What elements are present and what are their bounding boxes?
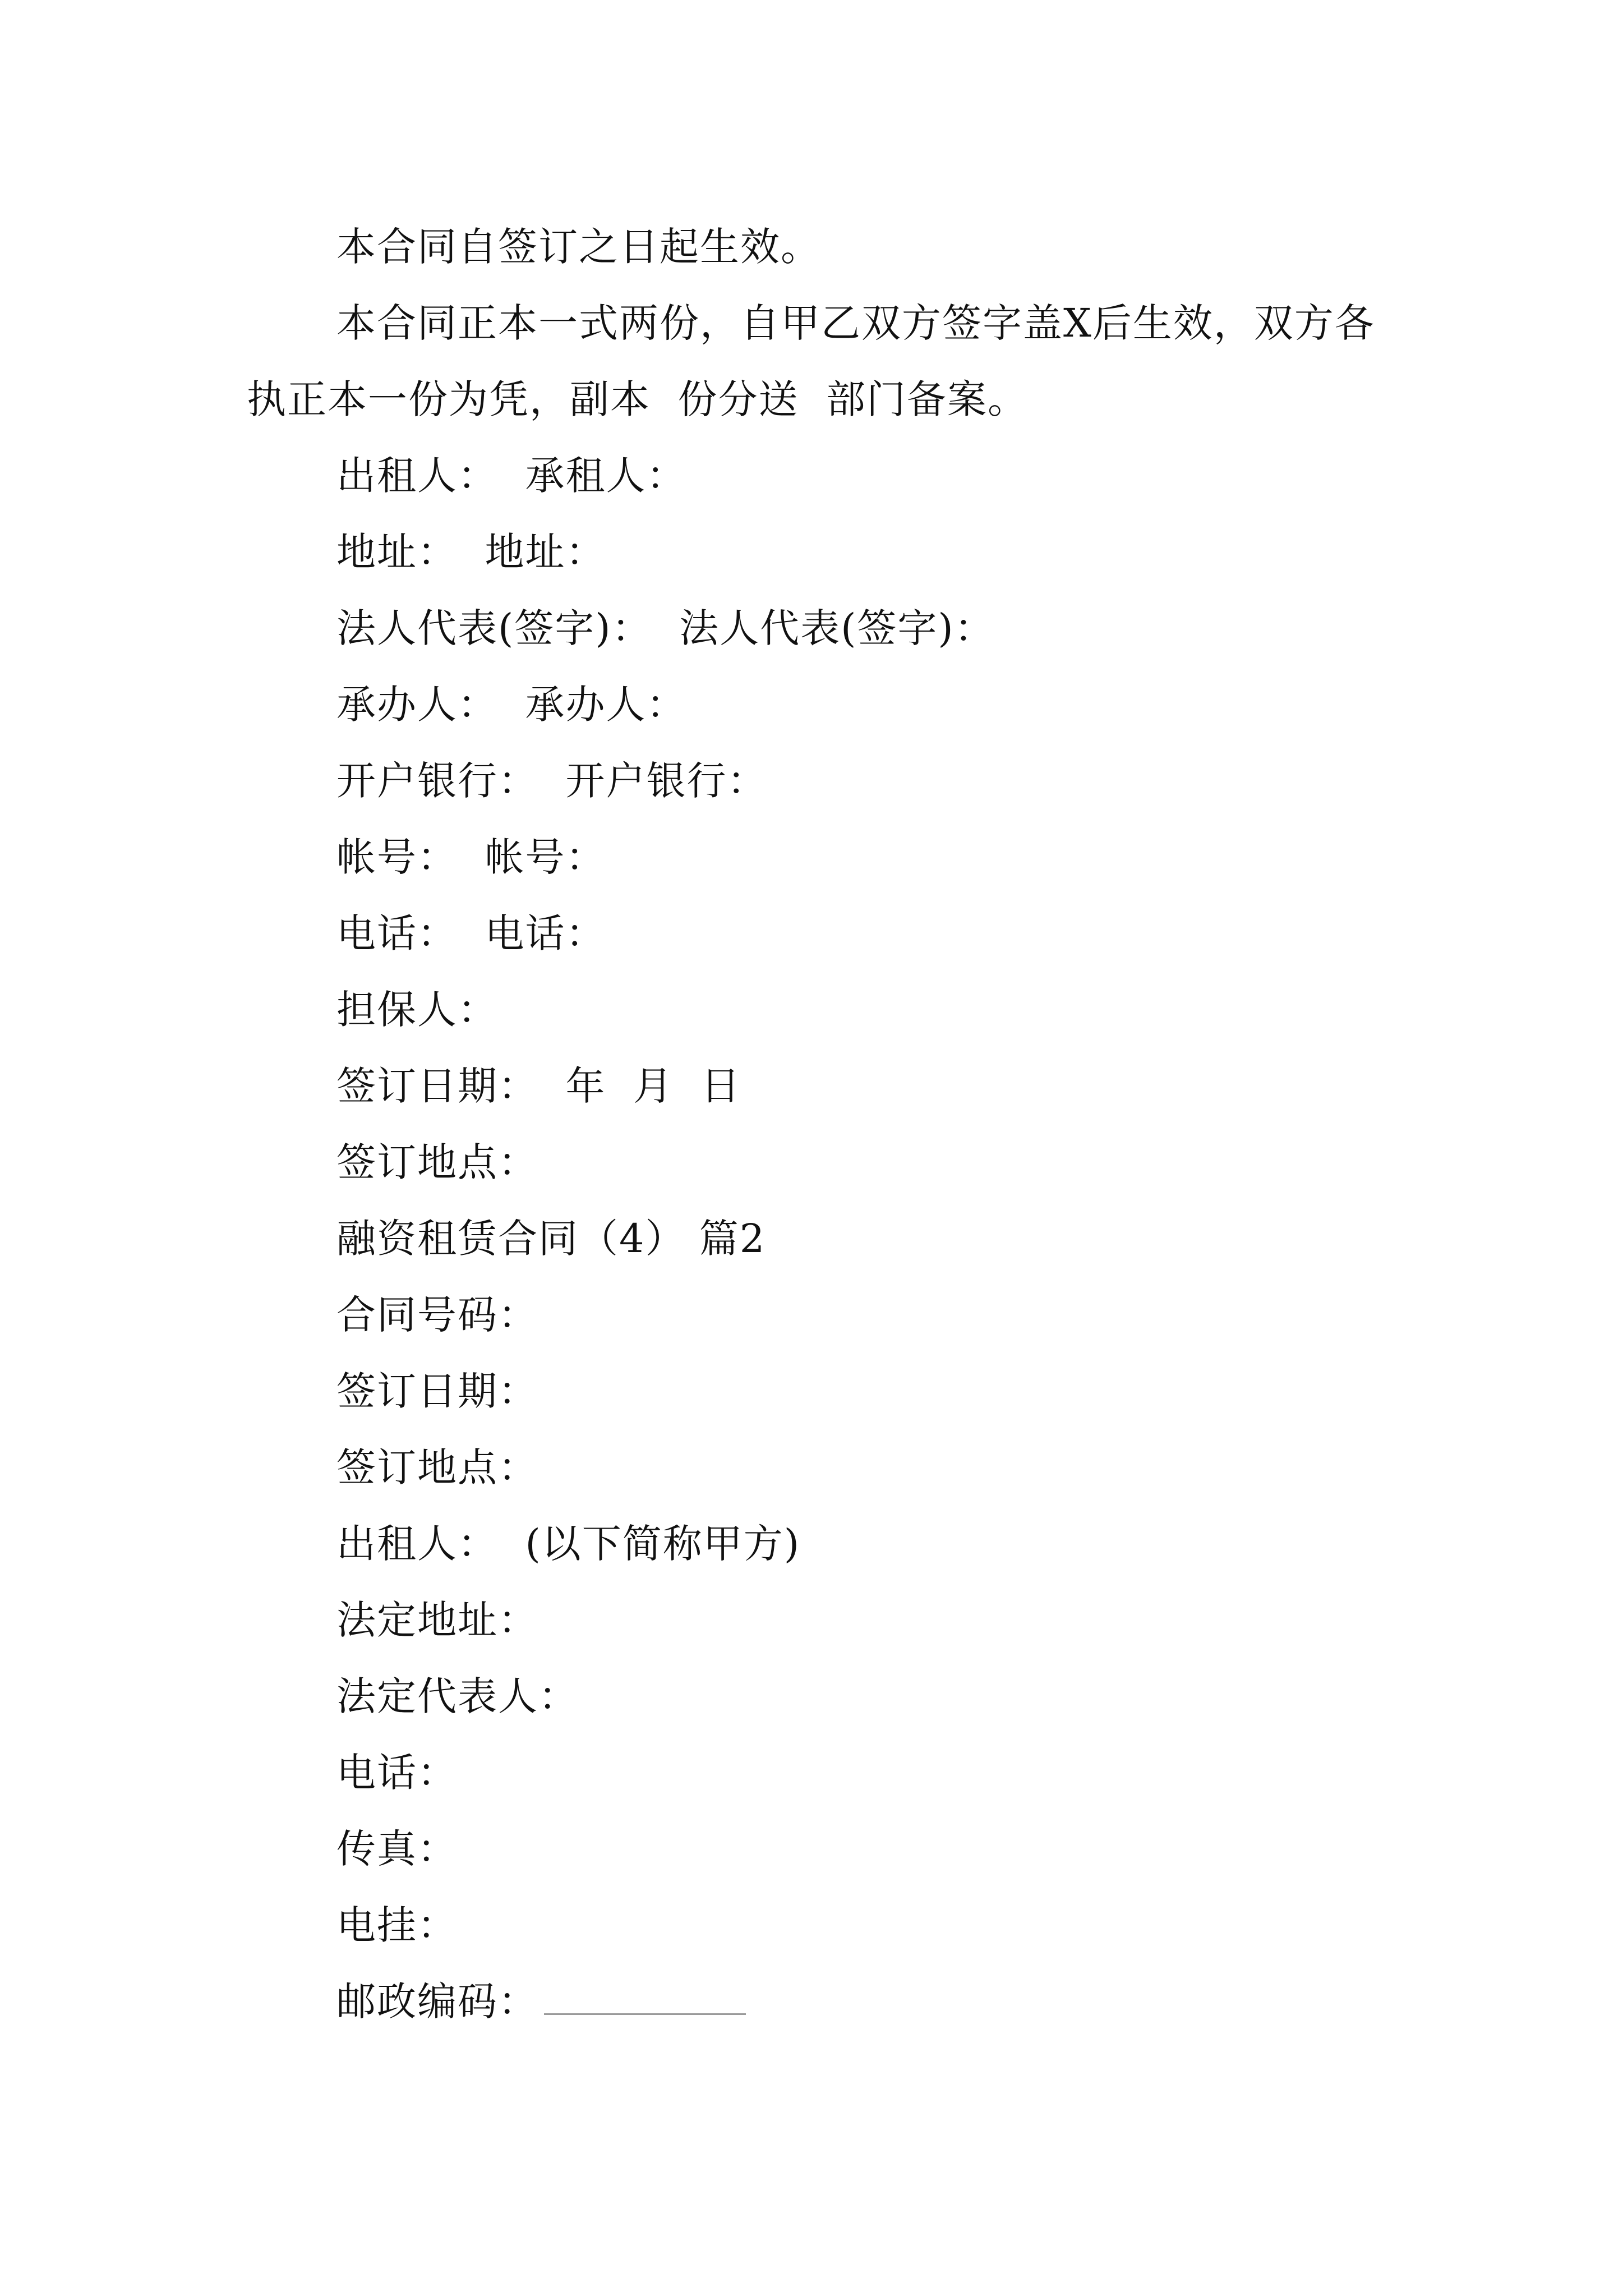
paragraph-effective: 本合同自签订之日起生效。 xyxy=(336,224,821,270)
telegraph-line: 电挂： xyxy=(336,1902,458,1948)
phone-line: 电话： 电话： xyxy=(336,910,606,956)
guarantor-line: 担保人： xyxy=(336,987,498,1033)
contract-number-line: 合同号码： xyxy=(336,1292,538,1338)
handler-line: 承办人： 承办人： xyxy=(336,682,687,728)
postal-code-line xyxy=(336,1963,1385,2040)
postal-code-label: 邮政编码： xyxy=(336,1978,538,2024)
paragraph-copies: 本合同正本一式两份，自甲乙双方签字盖X后生效，双方各执正本一份为凭，副本 份分送 部门备案。 xyxy=(247,300,1375,422)
signing-place-line: 签订地点： xyxy=(336,1139,538,1185)
telephone-line: 电话： xyxy=(336,1750,458,1796)
bank-line: 开户银行： 开户银行： xyxy=(336,758,768,804)
address-line: 地址： 地址： xyxy=(336,529,606,575)
section-title: 融资租赁合同（4） 篇2 xyxy=(336,1216,766,1262)
document-body xyxy=(247,209,1385,2040)
legal-representative-line: 法定代表人： xyxy=(336,1673,579,1719)
signing-place-line-2: 签订地点： xyxy=(336,1444,538,1490)
lessor-party-line: 出租人： (以下简称甲方) xyxy=(336,1521,801,1567)
signing-date-line: 签订日期： 年 月 日 xyxy=(336,1063,741,1109)
postal-code-blank xyxy=(544,1980,746,2015)
legal-address-line: 法定地址： xyxy=(336,1597,538,1643)
legal-rep-signature-line: 法人代表(签字)： 法人代表(签字)： xyxy=(336,605,995,651)
signing-date-line-2: 签订日期： xyxy=(336,1368,538,1414)
fax-line: 传真： xyxy=(336,1826,458,1872)
lessor-lessee-line: 出租人： 承租人： xyxy=(336,453,687,499)
account-line: 帐号： 帐号： xyxy=(336,834,606,880)
